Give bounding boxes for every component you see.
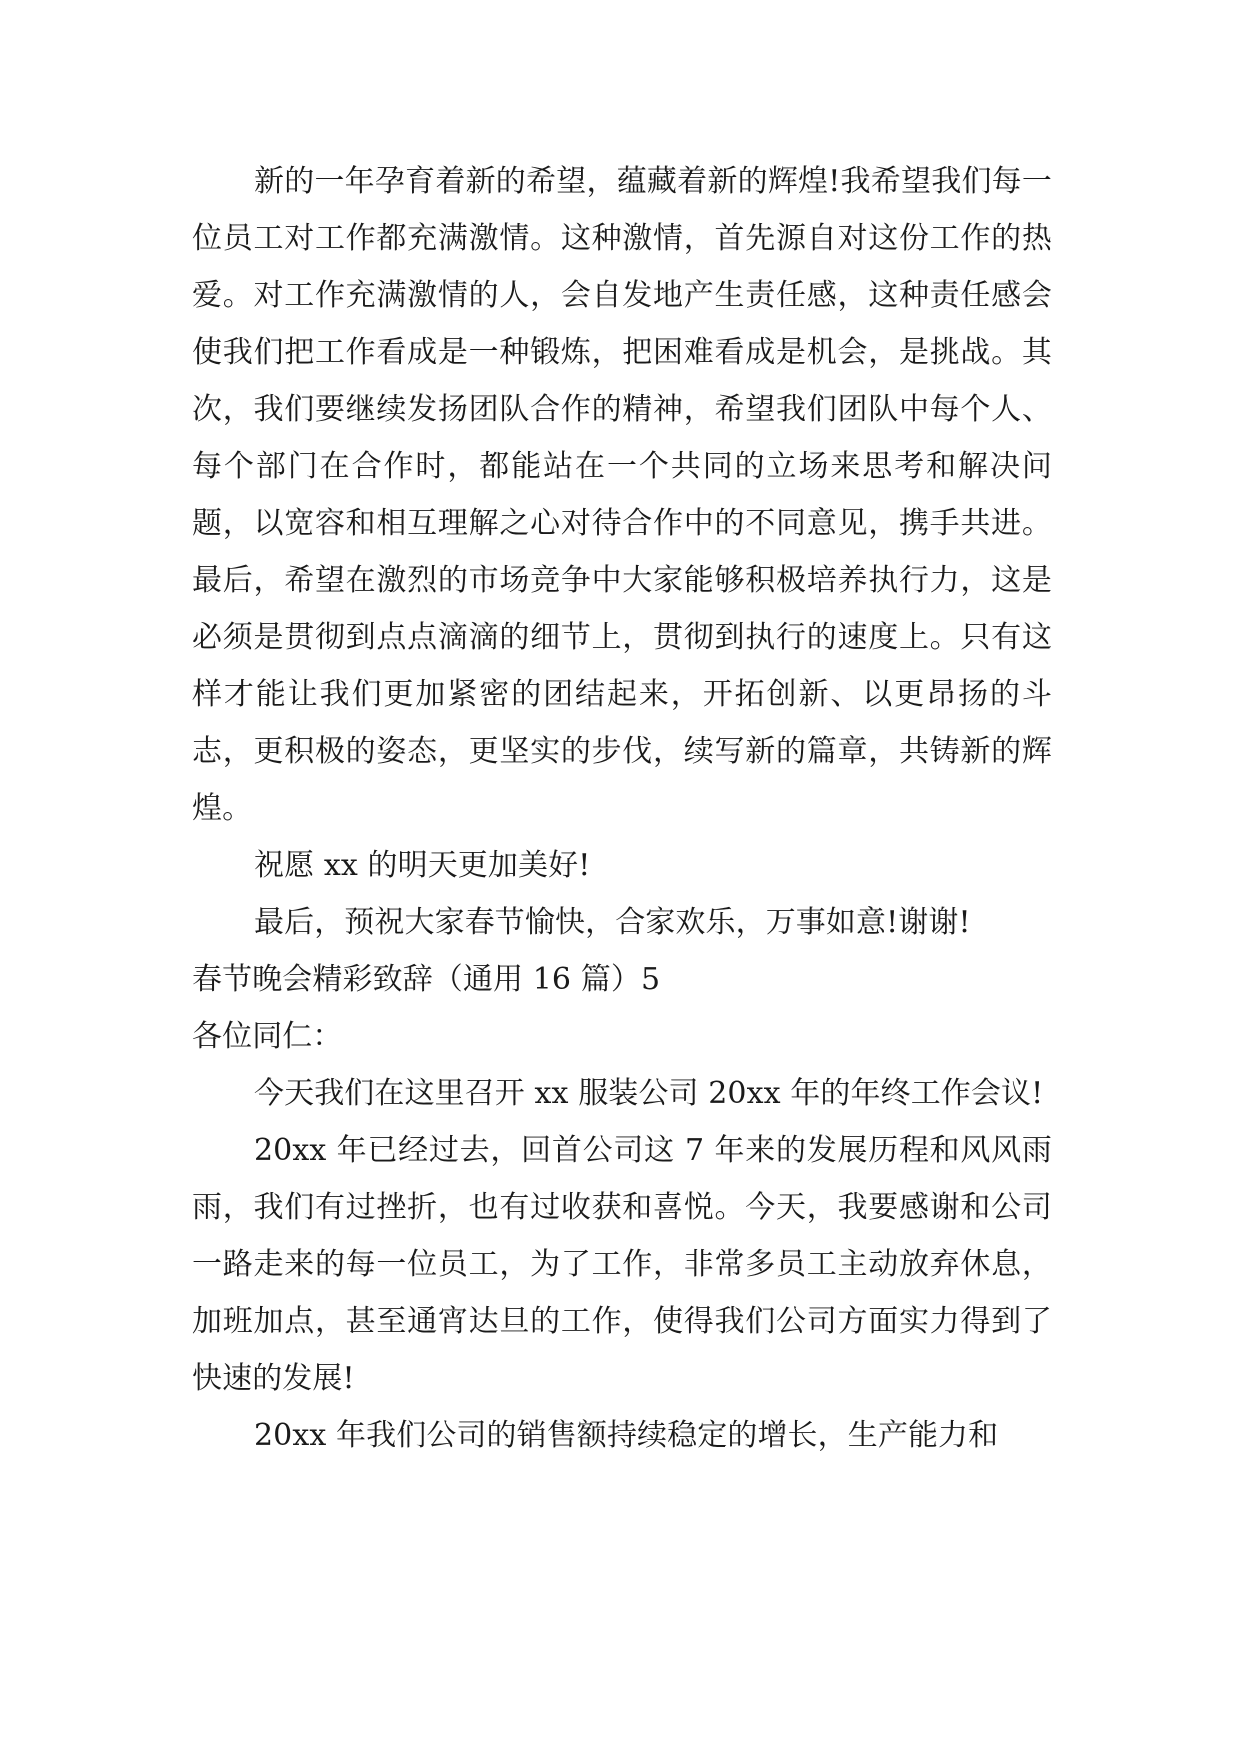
paragraph-sales-growth: 20xx 年我们公司的销售额持续稳定的增长，生产能力和 — [254, 1418, 999, 1453]
section-title: 春节晚会精彩致辞（通用 16 篇）5 — [192, 962, 661, 997]
paragraph-meeting-intro: 今天我们在这里召开 xx 服装公司 20xx 年的年终工作会议! — [254, 1076, 1044, 1111]
paragraph-closing-wishes: 最后，预祝大家春节愉快，合家欢乐，万事如意!谢谢! — [254, 905, 971, 940]
paragraph-wishes-xx: 祝愿 xx 的明天更加美好! — [254, 848, 591, 883]
paragraph-new-year-hopes: 新的一年孕育着新的希望，蕴藏着新的辉煌!我希望我们每一位员工对工作都充满激情。这种激情，首先源自对这份工作的热爱。对工作充满激情的人，会自发地产生责任感，这种责任感会使我们把工作看成是一种锻炼，把困难看成是机会，是挑战。其次，我们要继续发扬团队合作的精神，希望我们团队中每个人、每个部门在合作时，都能站在一个共同的立场来思考和解决问题，以宽容和相互理解之心对待合作中的不同意见，携手共进。最后，希望在激烈的市场竞争中大家能够积极培养执行力，这是必须是贯彻到点点滴滴的细节上，贯彻到执行的速度上。只有这样才能让我们更加紧密的团结起来，开拓创新、以更昂扬的斗志，更积极的姿态，更坚实的步伐，续写新的篇章，共铸新的辉煌。 — [192, 164, 1052, 826]
salutation: 各位同仁： — [192, 1019, 343, 1054]
paragraph-year-review: 20xx 年已经过去，回首公司这 7 年来的发展历程和风风雨雨，我们有过挫折，也有过收获和喜悦。今天，我要感谢和公司一路走来的每一位员工，为了工作，非常多员工主动放弃休息，加班加点，甚至通宵达旦的工作，使得我们公司方面实力得到了快速的发展! — [192, 1133, 1052, 1396]
document-body — [192, 153, 1052, 1464]
